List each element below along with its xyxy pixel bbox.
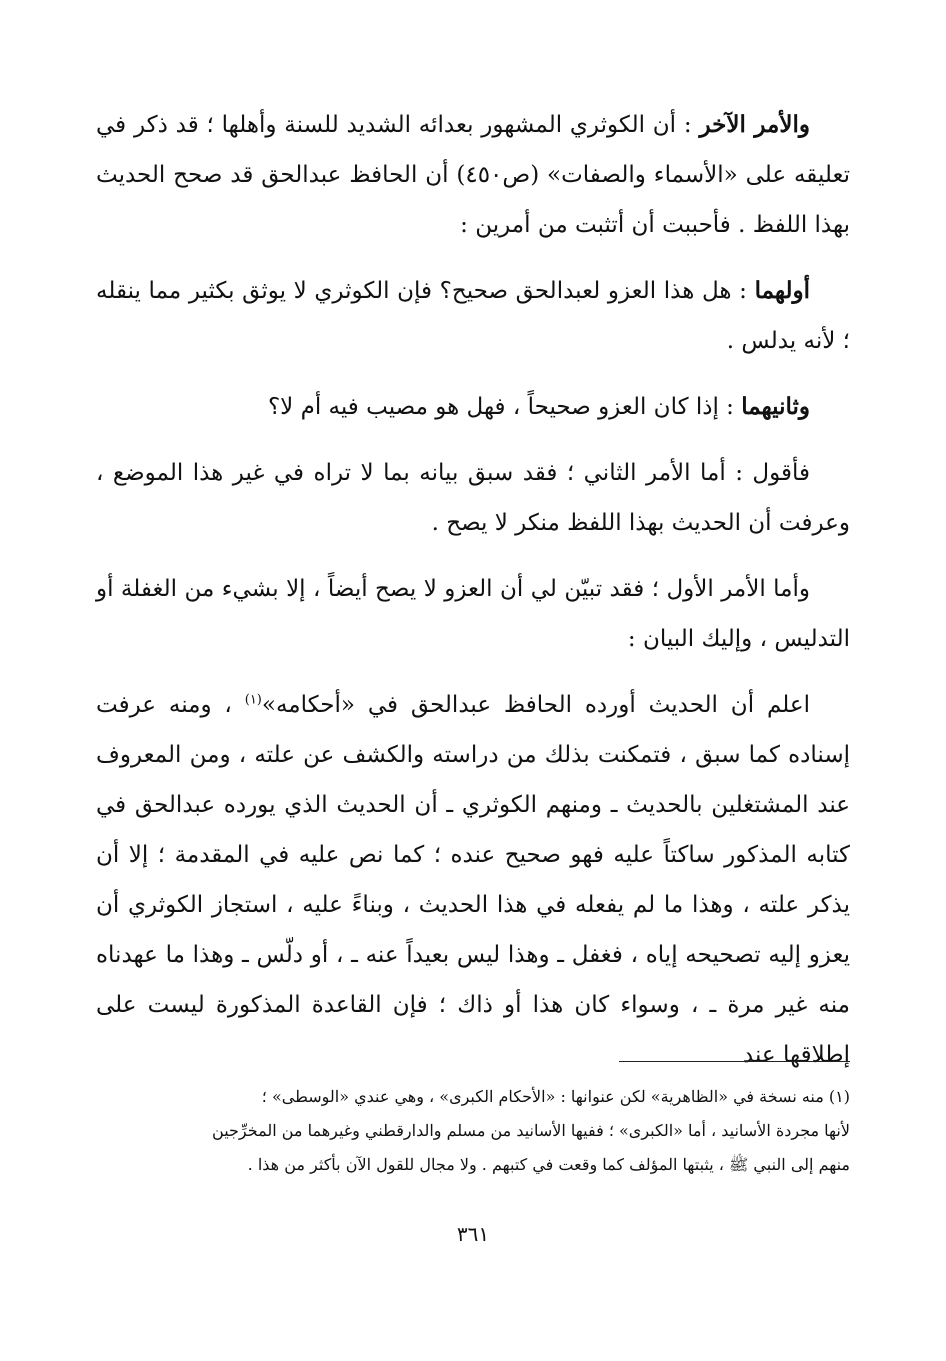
- paragraph-lead: أولهما: [754, 277, 810, 304]
- paragraph-answer-first: [96, 564, 850, 664]
- footnote-divider: [619, 1061, 850, 1062]
- paragraph-text: : هل هذا العزو لعبدالحق صحيح؟ فإن الكوثري لا يوثق بكثير مما ينقله ؛ لأنه يدلس .: [96, 278, 850, 354]
- paragraph-text: : إذا كان العزو صحيحاً ، فهل هو مصيب فيه أم لا؟: [267, 394, 734, 420]
- paragraph-answer-second: [96, 448, 850, 548]
- footnote-line: لأنها مجردة الأسانيد ، أما «الكبرى» ؛ ففيها الأسانيد من مسلم والدارقطني وغيرهما من المخرِّجين: [212, 1121, 850, 1140]
- footnote: [96, 1080, 850, 1182]
- paragraph-text-after-ref: ، ومنه عرفت إسناده كما سبق ، فتمكنت بذلك من دراسته والكشف عن علته ، ومن المعروف عند المشتغلين بالحديث ـ ومنهم الكوثري ـ أن الحديث الذي يورده عبدالحق في كتابه المذكور ساكتاً عليه فهو صحيح عنده ؛ كما نص عليه في المقدمة ؛ إلا أن يذكر علته ، وهذا ما لم يفعله في هذا الحديث ، وبناءً عليه ، استجاز الكوثري أن يعزو إليه تصحيحه إياه ، فغفل ـ وهذا ليس بعيداً عنه ـ ، أو دلّس ـ وهذا ما عهدناه منه غير مرة ـ ، وسواء كان هذا أو ذاك ؛ فإن القاعدة المذكورة ليست على إطلاقها عند: [96, 692, 850, 1068]
- paragraph-other-matter: [96, 100, 850, 250]
- paragraph-text: فأقول : أما الأمر الثاني ؛ فقد سبق بيانه بما لا تراه في غير هذا الموضع ، وعرفت أن الحديث بهذا اللفظ منكر لا يصح .: [96, 460, 850, 536]
- footnote-line: منهم إلى النبي ﷺ ، يثبتها المؤلف كما وقعت في كتبهم . ولا مجال للقول الآن بأكثر من هذا .: [247, 1155, 850, 1174]
- paragraph-second-question: [96, 382, 850, 432]
- paragraph-text: : أن الكوثري المشهور بعدائه الشديد للسنة وأهلها ؛ قد ذكر في تعليقه على «الأسماء والصفات» (ص٤٥٠) أن الحافظ عبدالحق قد صحح الحديث بهذا اللفظ . فأحببت أن أتثبت من أمرين :: [96, 112, 850, 238]
- paragraph-main-discussion: [96, 680, 850, 1080]
- footnote-line: (١) منه نسخة في «الظاهرية» لكن عنوانها : «الأحكام الكبرى» ، وهي عندي «الوسطى» ؛: [261, 1087, 850, 1106]
- page-body: [96, 100, 850, 1096]
- page-number: ٣٦١: [456, 1222, 490, 1246]
- paragraph-text: وأما الأمر الأول ؛ فقد تبيّن لي أن العزو لا يصح أيضاً ، إلا بشيء من الغفلة أو التدليس ، وإليك البيان :: [96, 576, 850, 652]
- footnote-reference-mark[interactable]: (١): [244, 692, 262, 708]
- paragraph-lead: وثانيهما: [741, 393, 810, 420]
- paragraph-lead: والأمر الآخر: [699, 111, 810, 138]
- paragraph-text-before-ref: اعلم أن الحديث أورده الحافظ عبدالحق في «أحكامه»: [261, 692, 810, 718]
- paragraph-first-question: [96, 266, 850, 366]
